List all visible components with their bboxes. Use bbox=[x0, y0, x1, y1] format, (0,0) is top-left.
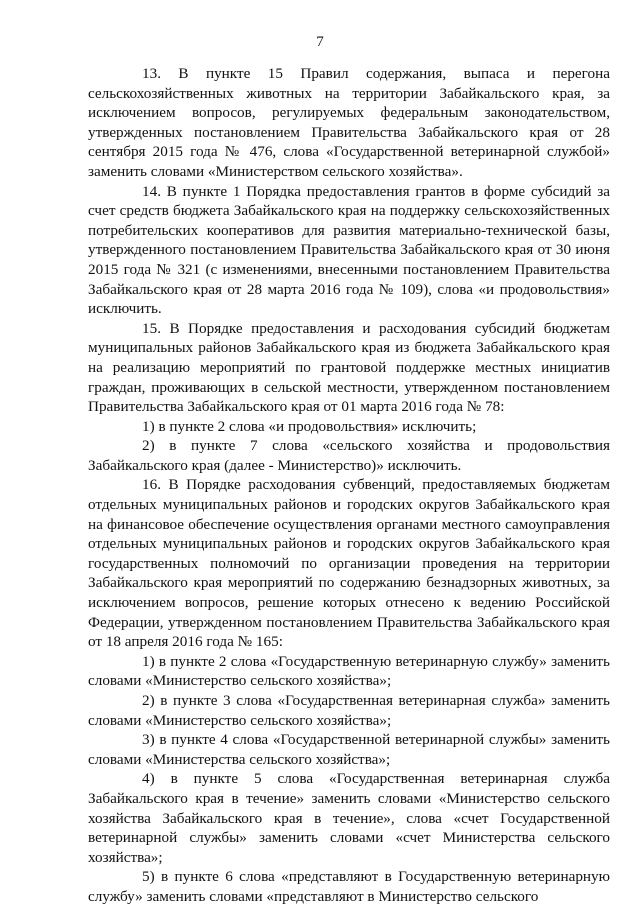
paragraph-16-item-3: 3) в пункте 4 слова «Государственной ветеринарной службы» заменить словами «Министерства сельского хозяйства»; bbox=[88, 731, 610, 768]
paragraph-16-item-5: 5) в пункте 6 слова «представляют в Государственную ветеринарную службу» заменить словами «представляют в Министерство сельского bbox=[88, 868, 610, 905]
paragraph-15-item-1: 1) в пункте 2 слова «и продовольствия» исключить; bbox=[142, 417, 477, 435]
paragraph-14: 14. В пункте 1 Порядка предоставления грантов в форме субсидий за счет средств бюджета Забайкальского края на поддержку сельскохозяйственных потребительских кооперативов для развития материально-технической базы, утвержденного постановлением Правительства Забайкальского края от 30 июня 2015 года № 321 (с изменениями, внесенными постановлением Правительства Забайкальского края от 28 марта 2016 года № 109), слова «и продовольствия» исключить. bbox=[88, 182, 610, 318]
paragraph-16-item-4: 4) в пункте 5 слова «Государственная ветеринарная служба Забайкальского края в течение» заменить словами «Министерство сельского хозяйства Забайкальского края в течение», слова «счет Государственной ветеринарной службы» заменить словами «счет Министерства сельского хозяйства»; bbox=[88, 770, 610, 866]
paragraph-15-item-2: 2) в пункте 7 слова «сельского хозяйства и продовольствия Забайкальского края (далее - Министерство)» исключить. bbox=[88, 437, 610, 474]
paragraph-16: 16. В Порядке расходования субвенций, предоставляемых бюджетам отдельных муниципальных районов и городских округов Забайкальского края на финансовое обеспечение осуществления органами местного самоуправления отдельных муниципальных районов и городских округов Забайкальского края государственных полномочий по организации проведения на территории Забайкальского края мероприятий по содержанию безнадзорных животных, за исключением вопросов, решение которых отнесено к ведению Российской Федерации, утвержденном постановлением Правительства Забайкальского края от 18 апреля 2016 года № 165: bbox=[88, 476, 610, 651]
document-body bbox=[88, 64, 610, 907]
paragraph-16-item-2: 2) в пункте 3 слова «Государственная ветеринарная служба» заменить словами «Министерство сельского хозяйства»; bbox=[88, 692, 610, 729]
page-number: 7 bbox=[316, 34, 324, 50]
paragraph-13: 13. В пункте 15 Правил содержания, выпаса и перегона сельскохозяйственных животных на территории Забайкальского края, за исключением вопросов, регулируемых федеральным законодательством, утвержденных постановлением Правительства Забайкальского края от 28 сентября 2015 года № 476, слова «Государственной ветеринарной службой» заменить словами «Министерством сельского хозяйства». bbox=[88, 65, 610, 180]
paragraph-15: 15. В Порядке предоставления и расходования субсидий бюджетам муниципальных районов Забайкальского края из бюджета Забайкальского края на реализацию мероприятий по грантовой поддержке местных инициатив граждан, проживающих в сельской местности, утвержденном постановлением Правительства Забайкальского края от 01 марта 2016 года № 78: bbox=[88, 319, 610, 416]
paragraph-16-item-1: 1) в пункте 2 слова «Государственную ветеринарную службу» заменить словами «Министерство сельского хозяйства»; bbox=[88, 652, 610, 690]
